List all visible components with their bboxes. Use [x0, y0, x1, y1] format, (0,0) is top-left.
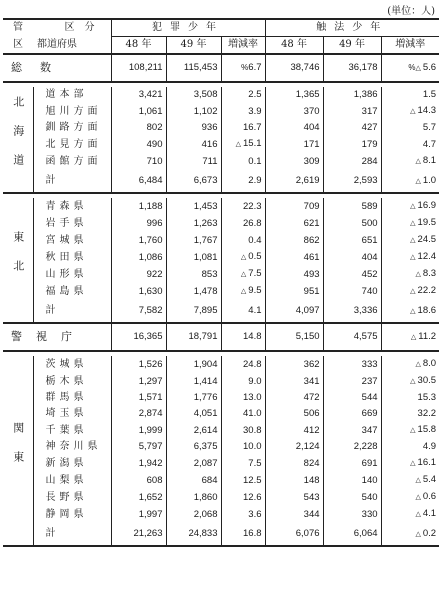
corner-kan: 管 — [3, 19, 33, 37]
table-row — [3, 136, 439, 153]
prefecture-name: 函館方面 — [33, 153, 111, 170]
cell-t48: 862 — [265, 232, 323, 249]
cell-t48: 344 — [265, 506, 323, 523]
cell-c48: 1,997 — [111, 506, 166, 523]
negative-triangle-icon: △ — [410, 333, 417, 341]
prefecture-name: 埼玉県 — [33, 406, 111, 422]
cell-t48: 370 — [265, 103, 323, 120]
prefecture-name: 青森県 — [33, 198, 111, 215]
cell-c48: 2,874 — [111, 406, 166, 422]
cell-c48: 1,571 — [111, 390, 166, 406]
cell-c48: 710 — [111, 153, 166, 170]
cell-tr: %△ 5.6 — [381, 54, 439, 82]
keishicho-row — [3, 323, 439, 351]
header-c49: 49 年 — [166, 37, 221, 55]
prefecture-name: 栃木県 — [33, 373, 111, 390]
negative-triangle-icon: △ — [410, 237, 416, 244]
cell-c48: 1,652 — [111, 489, 166, 506]
cell-t48: 621 — [265, 215, 323, 232]
table-row — [3, 153, 439, 170]
cell-tr: △ 18.6 — [381, 300, 439, 323]
cell-t48: 148 — [265, 472, 323, 489]
cell-t49: 2,228 — [323, 439, 381, 455]
negative-triangle-icon: △ — [415, 477, 421, 484]
cell-t49: 500 — [323, 215, 381, 232]
table-row — [3, 472, 439, 489]
cell-cr: 13.0 — [221, 390, 265, 406]
cell-t48: 38,746 — [265, 54, 323, 82]
cell-tr: △ 0.2 — [381, 523, 439, 546]
table-row — [3, 422, 439, 439]
table-row — [3, 439, 439, 455]
cell-c49: 711 — [166, 153, 221, 170]
cell-cr: △ 0.5 — [221, 249, 265, 266]
cell-t48: 362 — [265, 356, 323, 373]
cell-t49: 691 — [323, 455, 381, 472]
negative-triangle-icon: △ — [410, 460, 416, 467]
cell-t49: 1,386 — [323, 87, 381, 103]
table-row — [3, 232, 439, 249]
cell-c49: 6,673 — [166, 170, 221, 193]
header-c48: 48 年 — [111, 37, 166, 55]
header-row-1 — [3, 19, 439, 37]
cell-t48: 543 — [265, 489, 323, 506]
cell-tr: △ 15.8 — [381, 422, 439, 439]
cell-tr: 15.3 — [381, 390, 439, 406]
prefecture-name: 秋田県 — [33, 249, 111, 266]
negative-triangle-icon: △ — [415, 511, 421, 518]
cell-cr: 9.0 — [221, 373, 265, 390]
prefecture-name: 福島県 — [33, 283, 111, 300]
cell-cr: 0.4 — [221, 232, 265, 249]
negative-triangle-icon: △ — [240, 288, 247, 295]
cell-c49: 4,051 — [166, 406, 221, 422]
cell-cr: 41.0 — [221, 406, 265, 422]
prefecture-name: 静岡県 — [33, 506, 111, 523]
table-row — [3, 489, 439, 506]
cell-tr: 5.7 — [381, 120, 439, 136]
prefecture-name: 山梨県 — [33, 472, 111, 489]
negative-triangle-icon: △ — [415, 361, 421, 368]
cell-tr: △ 14.3 — [381, 103, 439, 120]
cell-t48: 412 — [265, 422, 323, 439]
cell-c49: 3,508 — [166, 87, 221, 103]
cell-c48: 1,086 — [111, 249, 166, 266]
cell-t49: 4,575 — [323, 323, 381, 351]
cell-c48: 7,582 — [111, 300, 166, 323]
cell-c49: 115,453 — [166, 54, 221, 82]
cell-t48: 404 — [265, 120, 323, 136]
cell-tr: △ 22.2 — [381, 283, 439, 300]
cell-t49: 140 — [323, 472, 381, 489]
negative-triangle-icon: △ — [240, 271, 247, 278]
cell-cr: 0.1 — [221, 153, 265, 170]
cell-c49: 416 — [166, 136, 221, 153]
cell-c48: 1,297 — [111, 373, 166, 390]
cell-c49: 1,478 — [166, 283, 221, 300]
negative-triangle-icon: △ — [410, 220, 416, 227]
total-label: 総数 — [11, 61, 69, 74]
cell-tr: △ 11.2 — [381, 323, 439, 351]
header-hanzai: 犯罪少年 — [111, 19, 265, 37]
cell-t48: 5,150 — [265, 323, 323, 351]
prefecture-name: 群馬県 — [33, 390, 111, 406]
cell-c48: 21,263 — [111, 523, 166, 546]
table-body — [3, 19, 439, 546]
cell-c48: 5,797 — [111, 439, 166, 455]
cell-cr: 24.8 — [221, 356, 265, 373]
cell-c49: 2,087 — [166, 455, 221, 472]
cell-cr: 3.9 — [221, 103, 265, 120]
cell-tr: △ 8.3 — [381, 266, 439, 283]
negative-triangle-icon: △ — [410, 307, 416, 315]
cell-tr: △ 4.1 — [381, 506, 439, 523]
prefecture-name: 北見方面 — [33, 136, 111, 153]
table-row — [3, 356, 439, 373]
cell-t49: 2,593 — [323, 170, 381, 193]
cell-c48: 996 — [111, 215, 166, 232]
table-row — [3, 283, 439, 300]
prefecture-name: 千葉県 — [33, 422, 111, 439]
prefecture-name: 釧路方面 — [33, 120, 111, 136]
cell-c49: 7,895 — [166, 300, 221, 323]
cell-c49: 1,904 — [166, 356, 221, 373]
cell-t49: 317 — [323, 103, 381, 120]
keishicho-label: 警視庁 — [11, 330, 86, 343]
statistics-table — [3, 18, 439, 547]
negative-triangle-icon: △ — [410, 108, 416, 115]
cell-t48: 709 — [265, 198, 323, 215]
cell-c49: 2,614 — [166, 422, 221, 439]
cell-cr: 30.8 — [221, 422, 265, 439]
cell-tr: △ 24.5 — [381, 232, 439, 249]
table-row — [3, 249, 439, 266]
cell-cr: 12.6 — [221, 489, 265, 506]
total-row — [3, 54, 439, 82]
cell-c49: 1,767 — [166, 232, 221, 249]
cell-c49: 1,263 — [166, 215, 221, 232]
cell-c49: 684 — [166, 472, 221, 489]
cell-c48: 1,942 — [111, 455, 166, 472]
percent-sign: % — [241, 63, 249, 72]
negative-triangle-icon: △ — [410, 254, 416, 261]
cell-c49: 6,375 — [166, 439, 221, 455]
negative-triangle-icon: △ — [410, 203, 416, 210]
cell-t49: 333 — [323, 356, 381, 373]
region-label: 東北 — [11, 231, 25, 289]
cell-cr: %6.7 — [221, 54, 265, 82]
cell-t48: 1,365 — [265, 87, 323, 103]
cell-t49: 452 — [323, 266, 381, 283]
corner-kubun: 区分 — [33, 19, 111, 37]
cell-t49: 740 — [323, 283, 381, 300]
cell-c49: 1,860 — [166, 489, 221, 506]
cell-c48: 3,421 — [111, 87, 166, 103]
cell-tr: 32.2 — [381, 406, 439, 422]
cell-t48: 341 — [265, 373, 323, 390]
cell-t48: 493 — [265, 266, 323, 283]
cell-t49: 404 — [323, 249, 381, 266]
cell-cr: 16.7 — [221, 120, 265, 136]
cell-t48: 171 — [265, 136, 323, 153]
negative-triangle-icon: △ — [415, 177, 421, 185]
table-row — [3, 87, 439, 103]
cell-tr: △ 16.1 — [381, 455, 439, 472]
cell-c48: 802 — [111, 120, 166, 136]
header-crate: 増減率 — [221, 37, 265, 55]
cell-t49: 589 — [323, 198, 381, 215]
subtotal-row — [3, 170, 439, 193]
cell-cr: 26.8 — [221, 215, 265, 232]
cell-t49: 347 — [323, 422, 381, 439]
cell-c48: 1,061 — [111, 103, 166, 120]
cell-cr: 12.5 — [221, 472, 265, 489]
cell-c48: 490 — [111, 136, 166, 153]
prefecture-name: 岩手県 — [33, 215, 111, 232]
table-row — [3, 198, 439, 215]
cell-tr: △ 1.0 — [381, 170, 439, 193]
prefecture-name: 旭川方面 — [33, 103, 111, 120]
prefecture-name: 新潟県 — [33, 455, 111, 472]
subtotal-label: 計 — [33, 300, 111, 323]
cell-tr: △ 8.0 — [381, 356, 439, 373]
table-row — [3, 390, 439, 406]
corner-todofuken: 都道府県 — [37, 38, 77, 50]
cell-t48: 6,076 — [265, 523, 323, 546]
cell-cr: 2.9 — [221, 170, 265, 193]
subtotal-row — [3, 523, 439, 546]
cell-tr: 4.9 — [381, 439, 439, 455]
cell-t49: 237 — [323, 373, 381, 390]
cell-t49: 179 — [323, 136, 381, 153]
cell-tr: 1.5 — [381, 87, 439, 103]
cell-c49: 1,453 — [166, 198, 221, 215]
cell-c48: 16,365 — [111, 323, 166, 351]
cell-cr: △ 15.1 — [221, 136, 265, 153]
cell-c48: 1,760 — [111, 232, 166, 249]
cell-t49: 284 — [323, 153, 381, 170]
cell-cr: 3.6 — [221, 506, 265, 523]
table-row — [3, 373, 439, 390]
prefecture-name: 山形県 — [33, 266, 111, 283]
cell-tr: △ 5.4 — [381, 472, 439, 489]
cell-c49: 18,791 — [166, 323, 221, 351]
region-label: 北海道 — [11, 96, 25, 183]
cell-t48: 461 — [265, 249, 323, 266]
cell-t49: 651 — [323, 232, 381, 249]
negative-triangle-icon: △ — [415, 494, 421, 501]
negative-triangle-icon: △ — [415, 271, 421, 278]
cell-cr: △ 9.5 — [221, 283, 265, 300]
cell-t49: 544 — [323, 390, 381, 406]
cell-t49: 330 — [323, 506, 381, 523]
cell-c49: 1,081 — [166, 249, 221, 266]
table-row — [3, 455, 439, 472]
prefecture-name: 神奈川県 — [33, 439, 111, 455]
cell-c49: 936 — [166, 120, 221, 136]
percent-sign: % — [408, 62, 416, 72]
negative-triangle-icon: △ — [410, 288, 416, 295]
cell-c48: 922 — [111, 266, 166, 283]
cell-tr: △ 0.6 — [381, 489, 439, 506]
header-shokuho: 触法少年 — [265, 19, 439, 37]
cell-c49: 853 — [166, 266, 221, 283]
cell-c48: 1,630 — [111, 283, 166, 300]
table-row — [3, 215, 439, 232]
cell-cr: 14.8 — [221, 323, 265, 351]
cell-t48: 951 — [265, 283, 323, 300]
cell-cr: 16.8 — [221, 523, 265, 546]
negative-triangle-icon: △ — [235, 141, 242, 148]
table-row — [3, 103, 439, 120]
unit-label: (単位：人) — [387, 6, 435, 17]
cell-t49: 669 — [323, 406, 381, 422]
cell-tr: △ 30.5 — [381, 373, 439, 390]
subtotal-label: 計 — [33, 523, 111, 546]
header-t48: 48 年 — [265, 37, 323, 55]
cell-cr: 10.0 — [221, 439, 265, 455]
cell-c49: 1,414 — [166, 373, 221, 390]
cell-t48: 4,097 — [265, 300, 323, 323]
negative-triangle-icon: △ — [240, 254, 247, 261]
negative-triangle-icon: △ — [410, 378, 416, 385]
cell-c48: 1,526 — [111, 356, 166, 373]
cell-c48: 6,484 — [111, 170, 166, 193]
cell-t49: 6,064 — [323, 523, 381, 546]
header-row-2 — [3, 37, 439, 55]
prefecture-name: 道本部 — [33, 87, 111, 103]
table-row — [3, 506, 439, 523]
negative-triangle-icon: △ — [415, 158, 421, 165]
cell-tr: △ 12.4 — [381, 249, 439, 266]
cell-tr: △ 19.5 — [381, 215, 439, 232]
cell-tr: 4.7 — [381, 136, 439, 153]
cell-c48: 1,188 — [111, 198, 166, 215]
cell-c48: 608 — [111, 472, 166, 489]
negative-triangle-icon: △ — [410, 427, 416, 434]
cell-cr: △ 7.5 — [221, 266, 265, 283]
cell-c49: 1,776 — [166, 390, 221, 406]
header-trate: 増減率 — [381, 37, 439, 55]
table-row — [3, 266, 439, 283]
table-row — [3, 406, 439, 422]
cell-t48: 2,619 — [265, 170, 323, 193]
cell-tr: △ 8.1 — [381, 153, 439, 170]
cell-t49: 3,336 — [323, 300, 381, 323]
cell-t48: 824 — [265, 455, 323, 472]
cell-c49: 1,102 — [166, 103, 221, 120]
cell-cr: 2.5 — [221, 87, 265, 103]
negative-triangle-icon: △ — [415, 530, 421, 538]
subtotal-row — [3, 300, 439, 323]
prefecture-name: 宮城県 — [33, 232, 111, 249]
cell-t48: 309 — [265, 153, 323, 170]
cell-cr: 7.5 — [221, 455, 265, 472]
cell-t48: 2,124 — [265, 439, 323, 455]
cell-t49: 36,178 — [323, 54, 381, 82]
cell-t48: 472 — [265, 390, 323, 406]
cell-c49: 2,068 — [166, 506, 221, 523]
cell-c49: 24,833 — [166, 523, 221, 546]
subtotal-label: 計 — [33, 170, 111, 193]
cell-t48: 506 — [265, 406, 323, 422]
cell-c48: 1,999 — [111, 422, 166, 439]
cell-t49: 427 — [323, 120, 381, 136]
cell-cr: 22.3 — [221, 198, 265, 215]
region-label: 関東 — [11, 421, 25, 480]
header-t49: 49 年 — [323, 37, 381, 55]
cell-cr: 4.1 — [221, 300, 265, 323]
corner-ku: 区 — [13, 38, 23, 50]
prefecture-name: 長野県 — [33, 489, 111, 506]
table-row — [3, 120, 439, 136]
cell-t49: 540 — [323, 489, 381, 506]
prefecture-name: 茨城県 — [33, 356, 111, 373]
cell-tr: △ 16.9 — [381, 198, 439, 215]
negative-triangle-icon: △ — [415, 64, 421, 72]
cell-c48: 108,211 — [111, 54, 166, 82]
